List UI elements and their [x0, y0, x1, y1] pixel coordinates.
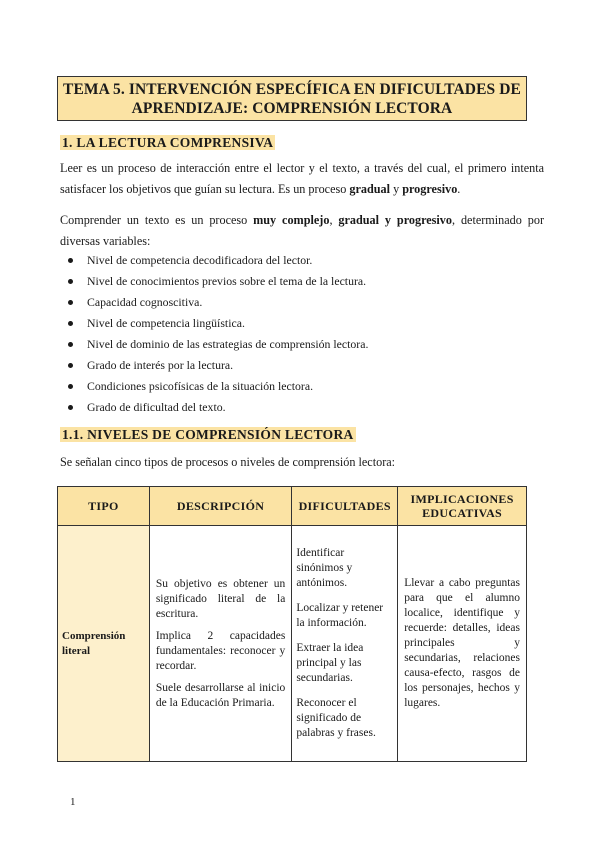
bullet-item: Grado de interés por la lectura. [66, 355, 368, 376]
bullet-item: Condiciones psicofísicas de la situación lectora. [66, 376, 368, 397]
page-number: 1 [70, 796, 76, 808]
section-1-paragraph-2: Comprender un texto es un proceso muy complejo, gradual y progresivo, determinado por diversas variables: [60, 213, 545, 248]
section-1-paragraph-1: Leer es un proceso de interacción entre el lector y el texto, a través del cual, el primero intenta satisfacer los objetivos que guían su lectura. Es un proceso gradual y progresivo. [60, 161, 544, 196]
cell-descripcion [149, 526, 292, 762]
descripcion-line: Suele desarrollarse al inicio de la Educación Primaria. [155, 681, 286, 709]
header-dificultades: DIFICULTADES [292, 487, 398, 526]
comprehension-levels-table [57, 486, 527, 762]
table-row [58, 526, 527, 762]
bullet-item: Capacidad cognoscitiva. [66, 292, 368, 313]
dificultad-line: Localizar y retener la información. [296, 602, 384, 629]
header-implicaciones: IMPLICACIONES EDUCATIVAS [398, 487, 527, 526]
dificultad-line: Extraer la idea principal y las secundarias. [296, 642, 364, 684]
bullet-item: Nivel de competencia lingüística. [66, 313, 368, 334]
descripcion-line: Su objetivo es obtener un significado literal de la escritura. [155, 577, 286, 620]
cell-dificultades [292, 526, 398, 762]
document-title [57, 76, 527, 121]
document-title-line-1: TEMA 5. INTERVENCIÓN ESPECÍFICA EN DIFICULTADES DE [63, 81, 521, 98]
dificultad-line: Identificar sinónimos y antónimos. [296, 547, 353, 589]
section-1-1-intro: Se señalan cinco tipos de procesos o niveles de comprensión lectora: [60, 455, 396, 469]
header-descripcion: DESCRIPCIÓN [149, 487, 292, 526]
table-header-row [58, 487, 527, 526]
bullet-item: Nivel de competencia decodificadora del lector. [66, 250, 368, 271]
cell-implicaciones: Llevar a cabo preguntas para que el alumno localice, identifique y recuerde: detalles, ideas principales y secundarias, relaciones causa-efecto, rasgos de los personajes, hechos y lugares. [398, 526, 527, 762]
bullet-item: Grado de dificultad del texto. [66, 397, 368, 418]
document-title-line-2: APRENDIZAJE: COMPRENSIÓN LECTORA [131, 100, 453, 117]
variables-bullet-list [66, 250, 368, 418]
header-tipo: TIPO [58, 487, 150, 526]
cell-tipo: Comprensión literal [58, 526, 150, 762]
bullet-item: Nivel de conocimientos previos sobre el tema de la lectura. [66, 271, 368, 292]
bullet-item: Nivel de dominio de las estrategias de comprensión lectora. [66, 334, 368, 355]
descripcion-line: Implica 2 capacidades fundamentales: reconocer y recordar. [155, 629, 286, 672]
section-1-heading: 1. LA LECTURA COMPRENSIVA [62, 135, 274, 150]
section-1-1-heading: 1.1. NIVELES DE COMPRENSIÓN LECTORA [62, 427, 354, 442]
dificultad-line: Reconocer el significado de palabras y frases. [296, 697, 376, 739]
